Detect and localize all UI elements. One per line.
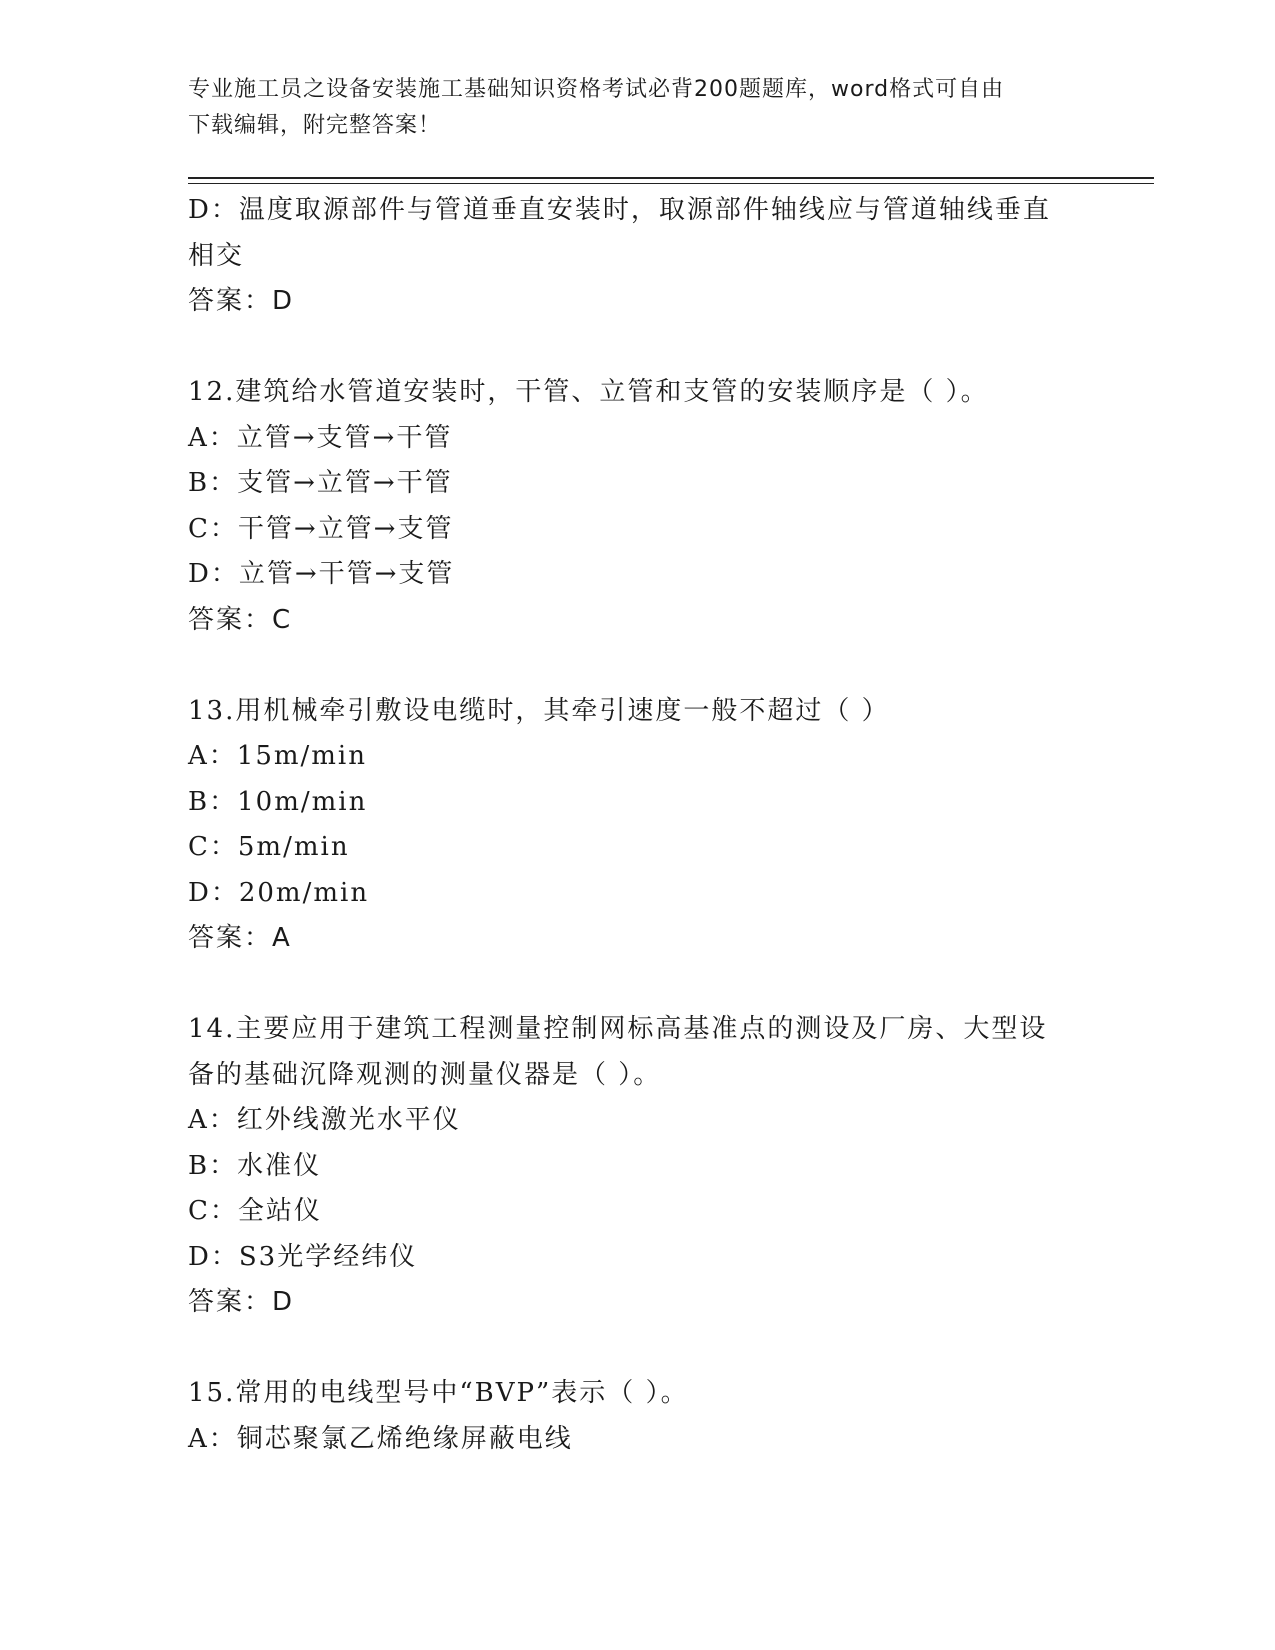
q11-answer: 答案：D [188,286,295,316]
question-spacer [188,643,1088,689]
q14-stem-line-1: 14.主要应用于建筑工程测量控制网标高基准点的测设及厂房、大型设 [188,1014,1048,1044]
q14-answer: 答案：D [188,1287,295,1317]
q13-option-b: B：10m/min [188,786,368,817]
q14-option-c: C：全站仪 [188,1196,322,1226]
question-15 [188,1371,1088,1462]
question-spacer [188,1326,1088,1372]
question-11 [188,188,1088,325]
q12-option-a: A：立管→支管→干管 [188,422,453,453]
q14-option-b: B：水准仪 [188,1150,322,1181]
document-header [188,72,1068,144]
q12-option-d: D：立管→干管→支管 [188,559,455,589]
header-title-line-2: 下载编辑，附完整答案！ [188,113,442,138]
q14-stem-line-2: 备的基础沉降观测的测量仪器是（ ）。 [188,1059,662,1090]
question-spacer [188,325,1088,371]
q13-option-c: C：5m/min [188,832,350,862]
q11-option-d-line-2: 相交 [188,240,245,271]
header-rule-thin [188,183,1154,184]
question-14 [188,1007,1088,1326]
header-rule-thick [188,177,1154,179]
q12-option-b: B：支管→立管→干管 [188,468,453,498]
q15-option-a: A：铜芯聚氯乙烯绝缘屏蔽电线 [188,1423,573,1454]
q14-option-d: D：S3光学经纬仪 [188,1241,418,1272]
header-title-line-1: 专业施工员之设备安装施工基础知识资格考试必背200题题库，word格式可自由 [188,77,1005,102]
q12-answer: 答案：C [188,604,293,635]
question-13 [188,689,1088,962]
q13-option-a: A：15m/min [188,741,367,771]
q13-option-d: D：20m/min [188,877,370,908]
q11-option-d-line-1: D：温度取源部件与管道垂直安装时，取源部件轴线应与管道轴线垂直 [188,195,1051,225]
q14-option-a: A：红外线激光水平仪 [188,1105,461,1135]
q13-answer: 答案：A [188,923,292,953]
question-list [188,188,1088,1462]
question-12 [188,370,1088,643]
q15-stem: 15.常用的电线型号中“BVP”表示（ ）。 [188,1378,689,1408]
q12-option-c: C：干管→立管→支管 [188,513,454,544]
question-spacer [188,962,1088,1008]
q13-stem: 13.用机械牵引敷设电缆时，其牵引速度一般不超过（ ） [188,695,890,726]
q12-stem: 12.建筑给水管道安装时，干管、立管和支管的安装顺序是（ ）。 [188,377,989,407]
